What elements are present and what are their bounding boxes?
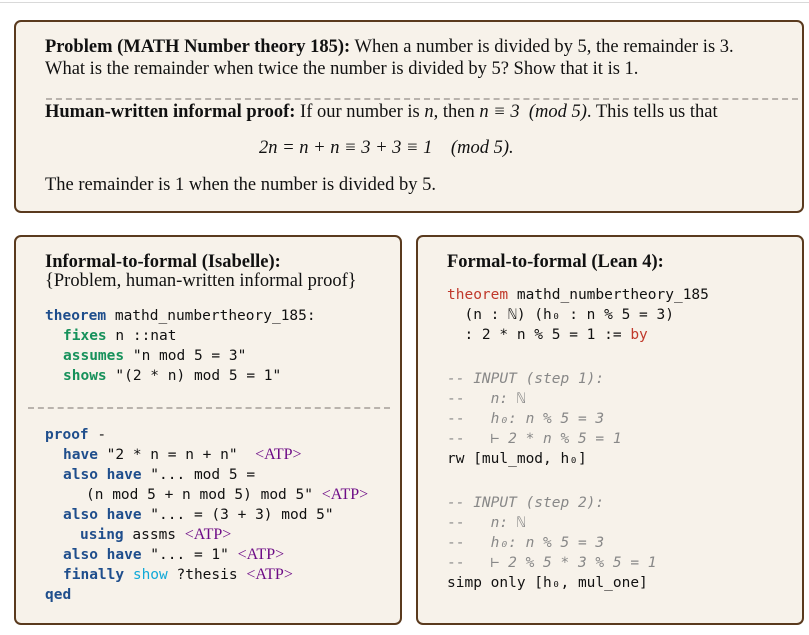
lean-tactic-step1: rw [mul_mod, h₀]	[447, 451, 587, 467]
keyword-using: using	[80, 527, 124, 543]
proof-statement	[45, 101, 718, 123]
proof-conclusion: The remainder is 1 when the number is divided by 5.	[45, 175, 436, 195]
lean-goal-line	[447, 429, 622, 449]
lean-title: Formal-to-formal (Lean 4):	[447, 252, 664, 272]
keyword-theorem: theorem	[45, 308, 107, 324]
isabelle-box	[14, 235, 402, 625]
isabelle-fixes-line	[63, 326, 177, 346]
lean-goal-line	[447, 533, 604, 553]
keyword-also-have: also have	[63, 547, 142, 563]
isabelle-title: Informal-to-formal (Isabelle):	[45, 252, 281, 272]
keyword-by: by	[630, 327, 648, 343]
also-have-value: "... mod 5 =	[141, 467, 256, 483]
isabelle-shows-line	[63, 366, 281, 386]
proof-text: , then	[433, 102, 480, 122]
using-value: assms	[123, 527, 185, 543]
keyword-theorem: theorem	[447, 287, 509, 303]
proof-text: If our number is	[295, 102, 425, 122]
lean-theorem-line	[447, 285, 709, 305]
isabelle-using-line	[80, 525, 231, 545]
theorem-name: mathd_numbertheory_185:	[106, 308, 316, 324]
have-value: "2 * n = n + n"	[97, 447, 256, 463]
lean-input-step2-header: -- INPUT (step 2):	[447, 495, 605, 511]
theorem-name: mathd_numbertheory_185	[508, 287, 709, 303]
keyword-qed: qed	[45, 587, 72, 603]
isabelle-proof-line	[45, 425, 106, 445]
proof-equation: 2n = n + n ≡ 3 + 3 ≡ 1 (mod 5).	[259, 138, 514, 158]
goal-text: n: ℕ	[464, 391, 526, 407]
atp-tag: <ATP>	[255, 446, 302, 463]
problem-title: Problem (MATH Number theory 185):	[45, 37, 351, 57]
atp-tag: <ATP>	[246, 566, 293, 583]
isabelle-also-have-line2	[63, 505, 334, 525]
keyword-shows: shows	[63, 368, 107, 384]
lean-goal-line	[447, 553, 657, 573]
comment-prefix: --	[447, 555, 465, 571]
isabelle-have-line	[63, 445, 302, 465]
isabelle-also-have-line3	[63, 545, 284, 565]
comment-prefix: --	[447, 535, 465, 551]
keyword-finally: finally	[63, 567, 125, 583]
lean-goal-line	[447, 513, 526, 533]
also-have-value: "... = (3 + 3) mod 5"	[141, 507, 334, 523]
keyword-assumes: assumes	[63, 348, 125, 364]
isabelle-subtitle: {Problem, human-written informal proof}	[45, 271, 357, 291]
lean-signature-line3	[447, 325, 648, 345]
problem-text-line1: When a number is divided by 5, the remainder is 3.	[350, 37, 734, 57]
also-have-value: "... = 1"	[141, 547, 238, 563]
atp-tag: <ATP>	[184, 526, 232, 543]
comment-prefix: --	[447, 515, 465, 531]
finally-value: ?thesis	[167, 567, 247, 583]
comment-prefix: --	[447, 391, 465, 407]
atp-tag: <ATP>	[321, 486, 369, 503]
top-rule	[0, 2, 809, 3]
goal-text: h₀: n % 5 = 3	[464, 411, 605, 427]
keyword-show: show	[132, 567, 168, 583]
lean-input-step1-header: -- INPUT (step 1):	[447, 371, 605, 387]
goal-text: ⊢ 2 % 5 * 3 % 5 = 1	[464, 555, 657, 571]
math-var: n	[424, 102, 434, 122]
isabelle-also-have-cont	[86, 485, 368, 505]
isabelle-qed-line	[45, 585, 71, 605]
proof-title: Human-written informal proof:	[45, 102, 296, 122]
lean-goal-line	[447, 389, 526, 409]
keyword-have: have	[63, 447, 98, 463]
proof-text: . This tells us that	[586, 102, 718, 122]
keyword-fixes: fixes	[63, 328, 107, 344]
dashed-divider	[46, 98, 798, 100]
keyword-proof: proof	[45, 427, 89, 443]
problem-text-line2: What is the remainder when twice the number is divided by 5? Show that it is 1.	[45, 59, 639, 79]
proof-dash: -	[88, 427, 107, 443]
comment-prefix: --	[447, 411, 465, 427]
goal-text: h₀: n % 5 = 3	[464, 535, 605, 551]
lean-tactic-step2: simp only [h₀, mul_one]	[447, 575, 648, 591]
lean-goal-line	[447, 409, 604, 429]
comment-prefix: --	[447, 431, 465, 447]
lean-box	[416, 235, 804, 625]
isabelle-also-have-line1	[63, 465, 255, 485]
keyword-also-have: also have	[63, 467, 142, 483]
atp-tag: <ATP>	[237, 546, 285, 563]
goal-text: n: ℕ	[464, 515, 526, 531]
fixes-value: n ::nat	[106, 328, 177, 344]
assumes-value: "n mod 5 = 3"	[124, 348, 247, 364]
lean-signature-line2: (n : ℕ) (h₀ : n % 5 = 3)	[447, 307, 674, 323]
isabelle-theorem-line	[45, 306, 316, 326]
problem-box	[14, 20, 804, 213]
dashed-divider	[28, 407, 390, 409]
goal-text: ⊢ 2 * n % 5 = 1	[464, 431, 622, 447]
isabelle-finally-line	[63, 565, 293, 585]
keyword-also-have: also have	[63, 507, 142, 523]
signature-text: : 2 * n % 5 = 1 :=	[447, 327, 631, 343]
problem-statement-line1	[45, 36, 734, 58]
also-have-value: (n mod 5 + n mod 5) mod 5"	[86, 487, 322, 503]
isabelle-assumes-line	[63, 346, 246, 366]
math-congruence: n ≡ 3 (mod 5)	[479, 102, 587, 122]
shows-value: "(2 * n) mod 5 = 1"	[106, 368, 282, 384]
